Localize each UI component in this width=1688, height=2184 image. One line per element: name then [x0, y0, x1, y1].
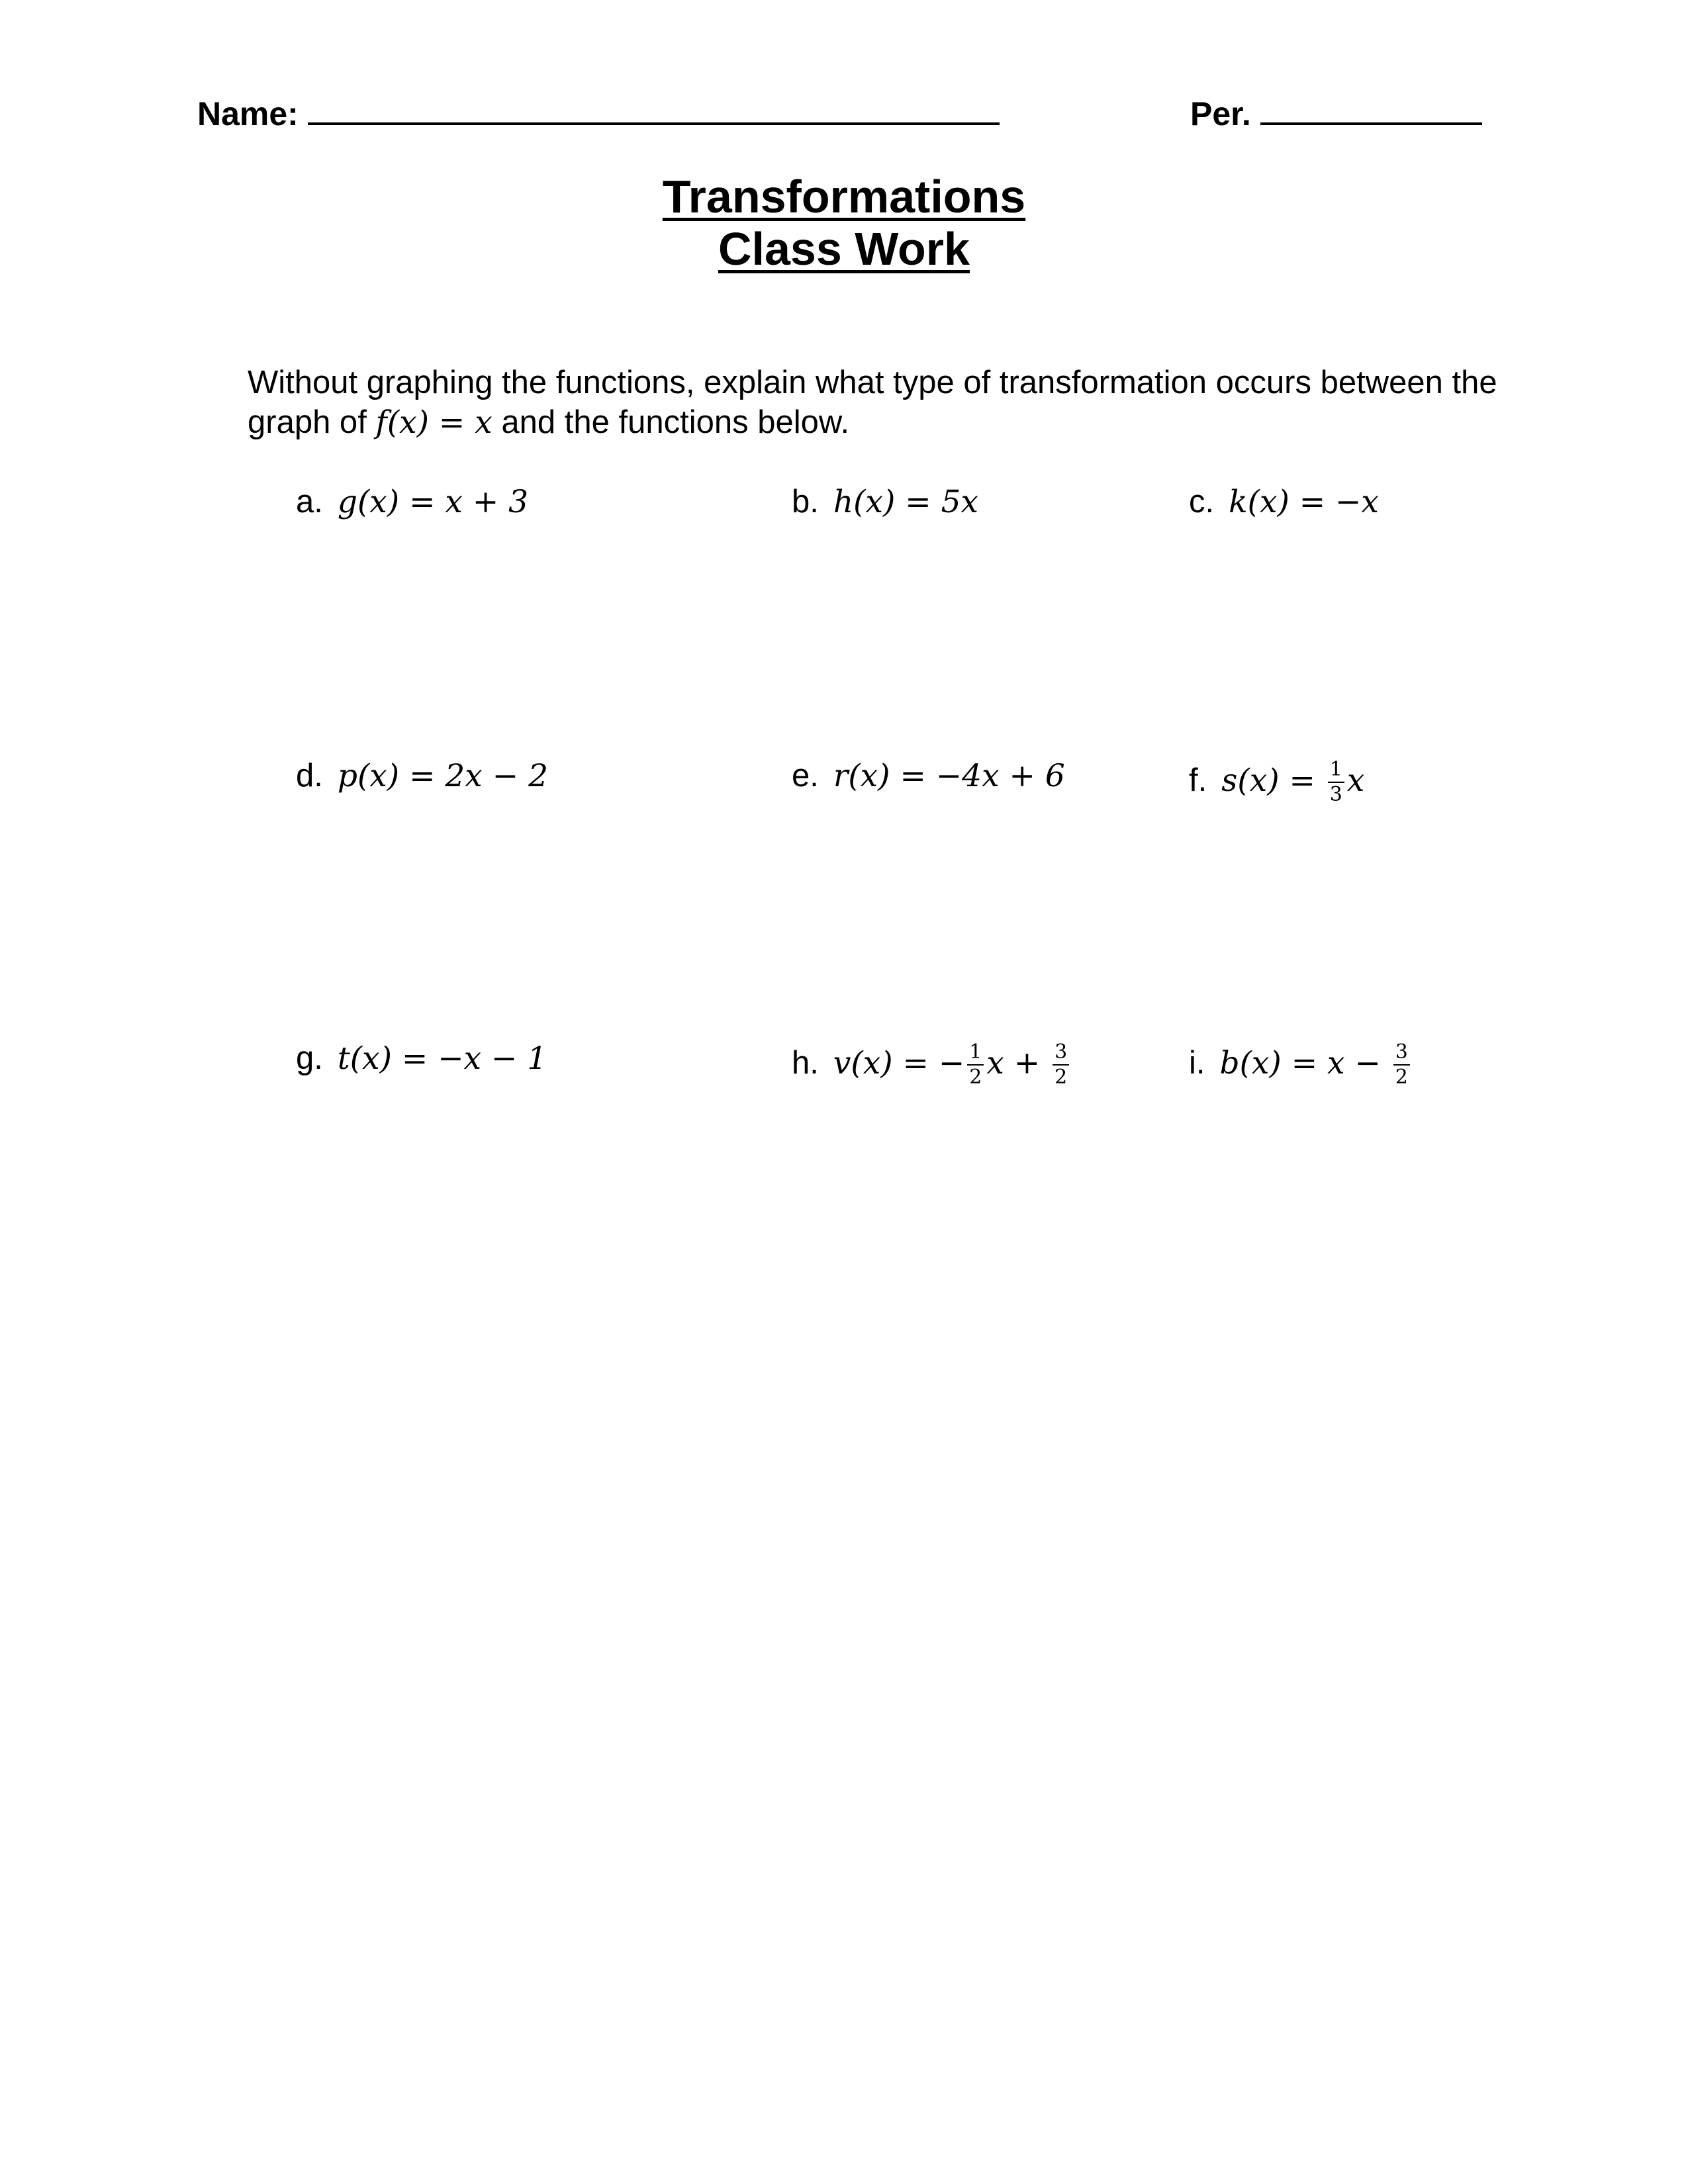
problem-label: h.	[792, 1044, 819, 1081]
problem-g	[296, 1042, 547, 1075]
problem-expression: t(x) = −x − 1	[337, 1040, 547, 1077]
fraction-numerator: 3	[1053, 1042, 1069, 1066]
instructions-part1: Without graphing the functions, explain what type of transformation occurs between the graph of	[248, 365, 1497, 440]
problem-label: f.	[1189, 762, 1207, 798]
problem-f	[1189, 760, 1364, 805]
problem-label: e.	[792, 758, 819, 794]
problem-b	[792, 486, 978, 518]
problem-expression: r(x) = −4x + 6	[833, 758, 1065, 794]
problem-d	[296, 760, 548, 792]
period-blank-line[interactable]	[1260, 96, 1482, 125]
fraction	[1393, 1042, 1410, 1087]
problem-expression: g(x) = x + 3	[337, 484, 529, 520]
problem-expression-tail: x	[1346, 762, 1365, 799]
fraction	[1328, 760, 1344, 805]
problem-label: b.	[792, 484, 819, 520]
problem-a	[296, 486, 528, 518]
fraction-denominator: 2	[1055, 1066, 1068, 1089]
fraction-denominator: 2	[1395, 1066, 1408, 1089]
fraction-numerator: 1	[967, 1042, 984, 1066]
problem-i	[1189, 1042, 1413, 1087]
fraction-numerator: 3	[1393, 1042, 1410, 1066]
problem-h	[792, 1042, 1072, 1087]
problem-expression-mid: x +	[986, 1044, 1051, 1081]
name-field[interactable]	[197, 96, 1000, 130]
problem-label: d.	[296, 758, 323, 794]
fraction-numerator: 1	[1328, 760, 1344, 783]
name-blank-line[interactable]	[308, 96, 1000, 125]
problem-expression: b(x) = x −	[1219, 1044, 1391, 1081]
page-subtitle: Class Work	[718, 223, 970, 275]
period-field[interactable]	[1190, 96, 1482, 130]
page-title: Transformations	[662, 171, 1026, 222]
problem-expression: p(x) = 2x − 2	[337, 758, 548, 794]
fraction-denominator: 2	[969, 1066, 982, 1089]
problem-label: g.	[296, 1040, 323, 1076]
base-function-expression: f(x) = x	[375, 404, 492, 441]
problem-expression: s(x) =	[1221, 762, 1325, 799]
problem-e	[792, 760, 1065, 792]
problem-expression: v(x) = −	[833, 1044, 965, 1081]
fraction	[1053, 1042, 1069, 1087]
problem-label: a.	[296, 484, 323, 520]
instructions-part2: and the functions below.	[492, 404, 850, 440]
problem-label: c.	[1189, 484, 1215, 520]
problem-label: i.	[1189, 1044, 1205, 1081]
period-label: Per.	[1190, 95, 1251, 132]
instructions-text	[248, 363, 1505, 443]
name-label: Name:	[197, 95, 299, 132]
problem-expression: h(x) = 5x	[833, 484, 978, 520]
problem-c	[1189, 486, 1379, 518]
fraction	[967, 1042, 984, 1087]
fraction-denominator: 3	[1329, 783, 1342, 806]
problem-expression: k(x) = −x	[1229, 484, 1379, 520]
